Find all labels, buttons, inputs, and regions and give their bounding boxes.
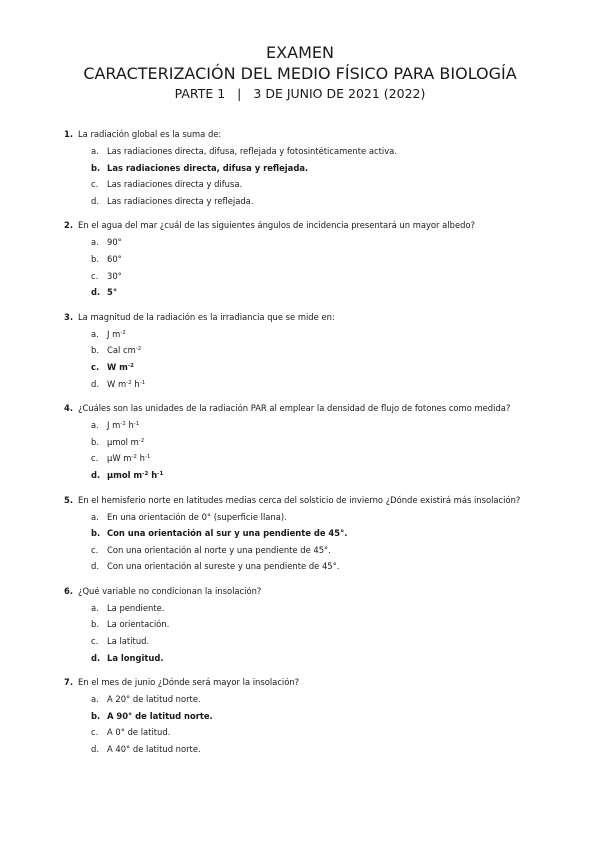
answer-option-correct xyxy=(91,650,544,667)
option-text: Las radiaciones directa y difusa. xyxy=(107,179,243,190)
option-letter: b. xyxy=(91,528,101,539)
option-text: En una orientación de 0° (superficie llana). xyxy=(107,511,287,522)
option-text: La orientación. xyxy=(107,619,170,630)
question-7 xyxy=(64,674,544,757)
unit-exponent: -2 xyxy=(142,470,149,477)
question-stem xyxy=(64,126,544,143)
unit-base: h xyxy=(125,420,134,431)
question-text: La radiación global es la suma de: xyxy=(78,129,222,139)
unit-base: Cal cm xyxy=(107,345,136,356)
unit-exponent: -2 xyxy=(131,454,137,461)
answer-option xyxy=(91,326,544,343)
answer-option xyxy=(91,234,544,251)
option-letter: c. xyxy=(91,361,100,372)
option-list xyxy=(64,326,544,392)
option-letter: a. xyxy=(91,511,99,522)
option-text: Con una orientación al sureste y una pendiente de 45°. xyxy=(107,561,340,572)
answer-option xyxy=(91,724,544,741)
option-list xyxy=(64,143,544,209)
exam-title: EXAMEN xyxy=(266,43,334,62)
unit-base: J m xyxy=(107,420,121,431)
unit-exponent: -2 xyxy=(138,437,145,444)
unit-base: W m xyxy=(107,361,128,372)
question-number: 4. xyxy=(64,403,74,414)
option-text: 5° xyxy=(107,287,118,298)
option-text: Las radiaciones directa, difusa y reflejada. xyxy=(107,162,309,173)
question-number: 1. xyxy=(64,129,74,139)
unit-base: h xyxy=(148,469,158,480)
option-letter: d. xyxy=(91,378,99,389)
question-stem xyxy=(64,217,544,234)
question-4 xyxy=(64,400,544,483)
answer-option-correct xyxy=(91,525,544,542)
option-letter: a. xyxy=(91,146,99,156)
option-letter: a. xyxy=(91,694,99,705)
option-letter: c. xyxy=(91,727,99,738)
unit-exponent: -1 xyxy=(144,454,151,461)
answer-option xyxy=(91,268,544,285)
unit-exponent: -2 xyxy=(120,329,126,336)
option-letter: d. xyxy=(91,561,99,572)
unit-exponent: -1 xyxy=(133,421,140,428)
answer-option xyxy=(91,542,544,559)
question-number: 6. xyxy=(64,585,74,596)
unit-base: J m xyxy=(107,328,121,339)
answer-option xyxy=(91,616,544,633)
answer-option-correct xyxy=(91,467,544,484)
option-text xyxy=(107,434,144,451)
option-letter: a. xyxy=(91,602,99,613)
option-letter: b. xyxy=(91,619,99,630)
exam-meta xyxy=(0,85,600,103)
option-text xyxy=(107,342,141,359)
answer-option xyxy=(91,633,544,650)
unit-base: µmol m xyxy=(107,469,143,480)
unit-base: µW m xyxy=(107,453,132,464)
option-letter: d. xyxy=(91,195,99,206)
part-label: PARTE 1 xyxy=(174,86,226,101)
option-list xyxy=(64,691,544,757)
answer-option xyxy=(91,143,544,160)
unit-exponent: -1 xyxy=(157,470,164,477)
option-letter: d. xyxy=(91,469,101,480)
question-2 xyxy=(64,217,544,300)
option-letter: d. xyxy=(91,652,101,663)
option-letter: c. xyxy=(91,179,99,190)
answer-option xyxy=(91,450,544,467)
unit-exponent: -2 xyxy=(126,379,132,386)
answer-option-correct xyxy=(91,160,544,177)
question-stem xyxy=(64,674,544,691)
unit-base: W m xyxy=(107,378,127,389)
unit-exponent: -1 xyxy=(139,379,146,386)
option-letter: b. xyxy=(91,253,99,264)
option-list xyxy=(64,509,544,575)
option-letter: c. xyxy=(91,453,99,464)
question-text: En el mes de junio ¿Dónde será mayor la insolación? xyxy=(78,677,300,688)
question-stem xyxy=(64,492,544,509)
question-text: La magnitud de la radiación es la irradiancia que se mide en: xyxy=(78,311,335,322)
unit-exponent: -2 xyxy=(135,346,142,353)
answer-option xyxy=(91,600,544,617)
exam-header xyxy=(0,42,600,103)
question-text: ¿Qué variable no condicionan la insolación? xyxy=(78,585,262,596)
option-list xyxy=(64,417,544,483)
unit-exponent: -2 xyxy=(127,362,135,369)
meta-separator: | xyxy=(237,86,242,101)
answer-option xyxy=(91,251,544,268)
option-text: Con una orientación al norte y una pendiente de 45°. xyxy=(107,544,331,555)
option-text: 90° xyxy=(107,237,122,248)
option-letter: c. xyxy=(91,270,99,281)
unit-base: µmol m xyxy=(107,436,139,447)
question-1 xyxy=(64,126,544,209)
option-letter: d. xyxy=(91,744,99,755)
option-text xyxy=(107,326,126,343)
option-letter: b. xyxy=(91,710,101,721)
answer-option xyxy=(91,176,544,193)
option-letter: a. xyxy=(91,420,99,431)
answer-option xyxy=(91,741,544,758)
option-letter: c. xyxy=(91,636,99,647)
answer-option xyxy=(91,376,544,393)
answer-option xyxy=(91,434,544,451)
option-text xyxy=(107,467,163,484)
option-letter: a. xyxy=(91,328,99,339)
unit-base: h xyxy=(136,453,145,464)
answer-option xyxy=(91,691,544,708)
unit-base: h xyxy=(131,378,140,389)
option-text: A 90° de latitud norte. xyxy=(107,710,213,721)
question-number: 5. xyxy=(64,494,74,505)
answer-option xyxy=(91,193,544,210)
option-text: 60° xyxy=(107,253,122,264)
answer-option xyxy=(91,509,544,526)
question-text: ¿Cuáles son las unidades de la radiación PAR al emplear la densidad de flujo de fotones como medida? xyxy=(78,403,511,414)
question-6 xyxy=(64,583,544,666)
option-text: La latitud. xyxy=(107,636,150,647)
answer-option xyxy=(91,558,544,575)
option-letter: b. xyxy=(91,345,99,356)
option-letter: a. xyxy=(91,237,99,248)
option-text: Las radiaciones directa y reflejada. xyxy=(107,195,254,206)
answer-option-correct xyxy=(91,708,544,725)
exam-date: 3 DE JUNIO DE 2021 (2022) xyxy=(253,86,426,101)
option-list xyxy=(64,600,544,666)
answer-option-correct xyxy=(91,284,544,301)
answer-option-correct xyxy=(91,359,544,376)
option-letter: c. xyxy=(91,544,99,555)
option-text: La pendiente. xyxy=(107,602,165,613)
option-text xyxy=(107,417,139,434)
question-number: 7. xyxy=(64,677,74,688)
question-number: 3. xyxy=(64,311,74,322)
option-letter: b. xyxy=(91,162,101,173)
answer-option xyxy=(91,342,544,359)
question-stem xyxy=(64,400,544,417)
question-number: 2. xyxy=(64,220,74,231)
question-stem xyxy=(64,583,544,600)
question-3 xyxy=(64,309,544,392)
option-text: Las radiaciones directa, difusa, reflejada y fotosintéticamente activa. xyxy=(107,146,397,156)
question-stem xyxy=(64,309,544,326)
question-5 xyxy=(64,492,544,575)
option-text xyxy=(107,376,145,393)
unit-exponent: -2 xyxy=(120,421,126,428)
question-list xyxy=(64,126,544,766)
option-list xyxy=(64,234,544,300)
option-text: La longitud. xyxy=(107,652,164,663)
option-text xyxy=(107,359,134,376)
option-letter: d. xyxy=(91,287,101,298)
question-text: En el agua del mar ¿cuál de las siguientes ángulos de incidencia presentará un mayor albedo? xyxy=(78,220,475,231)
option-text xyxy=(107,450,150,467)
question-text: En el hemisferio norte en latitudes medias cerca del solsticio de invierno ¿Dónde existirá más insolación? xyxy=(78,494,521,505)
option-text: A 40° de latitud norte. xyxy=(107,744,201,755)
option-letter: b. xyxy=(91,436,99,447)
course-title: CARACTERIZACIÓN DEL MEDIO FÍSICO PARA BIOLOGÍA xyxy=(83,64,517,83)
answer-option xyxy=(91,417,544,434)
option-text: A 20° de latitud norte. xyxy=(107,694,201,705)
option-text: A 0° de latitud. xyxy=(107,727,171,738)
option-text: 30° xyxy=(107,270,122,281)
option-text: Con una orientación al sur y una pendiente de 45°. xyxy=(107,528,348,539)
